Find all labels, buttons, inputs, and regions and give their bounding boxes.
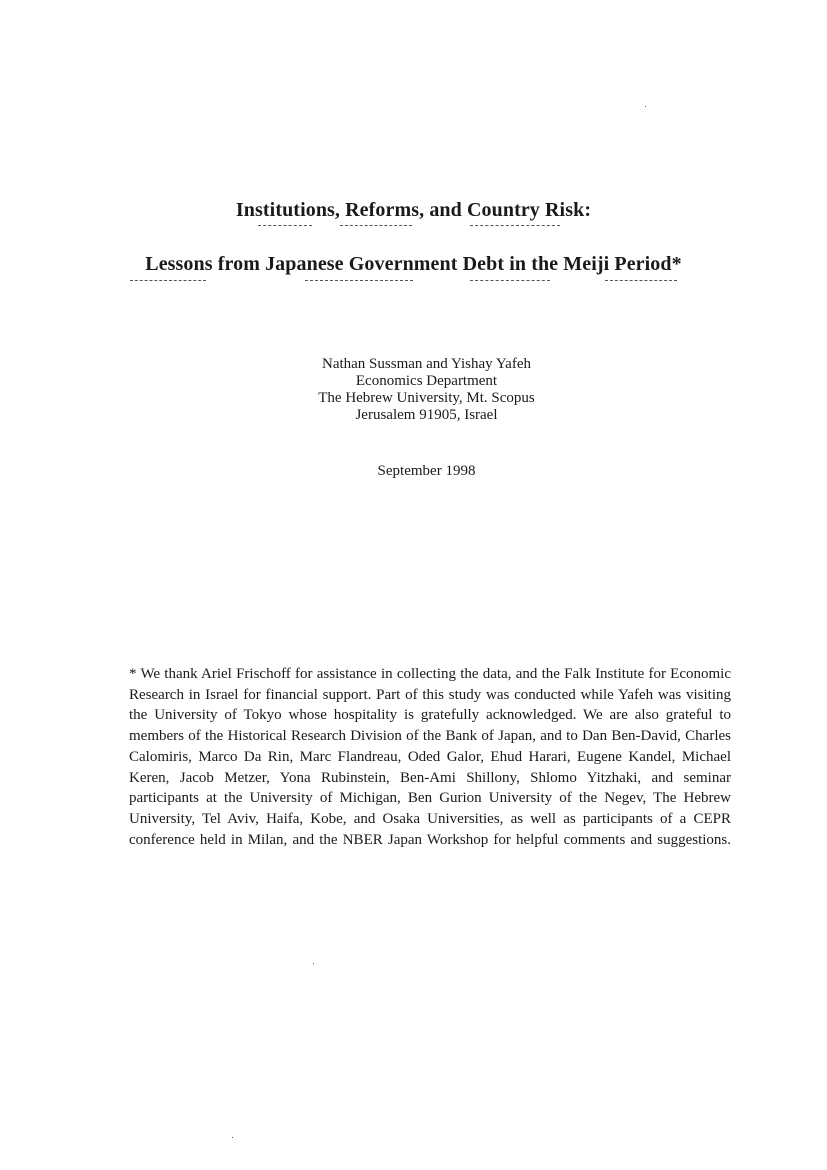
title-underline: [340, 225, 412, 226]
subtitle-underline: [305, 280, 413, 281]
publication-date: September 1998: [377, 463, 476, 479]
author-names: Nathan Sussman and Yishay Yafeh: [321, 356, 531, 372]
paper-subtitle: Lessons from Japanese Government Debt in the Meiji Period*: [145, 253, 682, 275]
scan-speck: [645, 106, 646, 107]
title-underline: [258, 225, 312, 226]
scan-speck: [313, 963, 314, 964]
paper-title: Institutions, Reforms, and Country Risk:: [235, 199, 592, 221]
author-city: Jerusalem 91905, Israel: [355, 407, 498, 423]
acknowledgement-footnote: * We thank Ariel Frischoff for assistance in collecting the data, and the Falk Institute for Economic Research in Israel for financial support. Part of this study was conducted while Yafeh was visiting the University of Tokyo whose hospitality is gratefully acknowledged. We are also grateful to members of the Historical Research Division of the Bank of Japan, and to Dan Ben-David, Charles Calomiris, Marco Da Rin, Marc Flandreau, Oded Galor, Ehud Harari, Eugene Kandel, Michael Keren, Jacob Metzer, Yona Rubinstein, Ben-Ami Shillony, Shlomo Yitzhaki, and seminar participants at the University of Michigan, Ben Gurion University of the Negev, The Hebrew University, Tel Aviv, Haifa, Kobe, and Osaka Universities, as well as participants of a CEPR conference held in Milan, and the NBER Japan Workshop for helpful comments and suggestions.: [129, 666, 731, 848]
title-underline: [470, 225, 560, 226]
author-department: Economics Department: [355, 373, 498, 389]
subtitle-underline: [605, 280, 677, 281]
subtitle-underline: [130, 280, 206, 281]
author-block: [0, 356, 827, 424]
scan-speck: [232, 1137, 233, 1138]
author-institution: The Hebrew University, Mt. Scopus: [318, 390, 535, 406]
subtitle-underline: [470, 280, 550, 281]
